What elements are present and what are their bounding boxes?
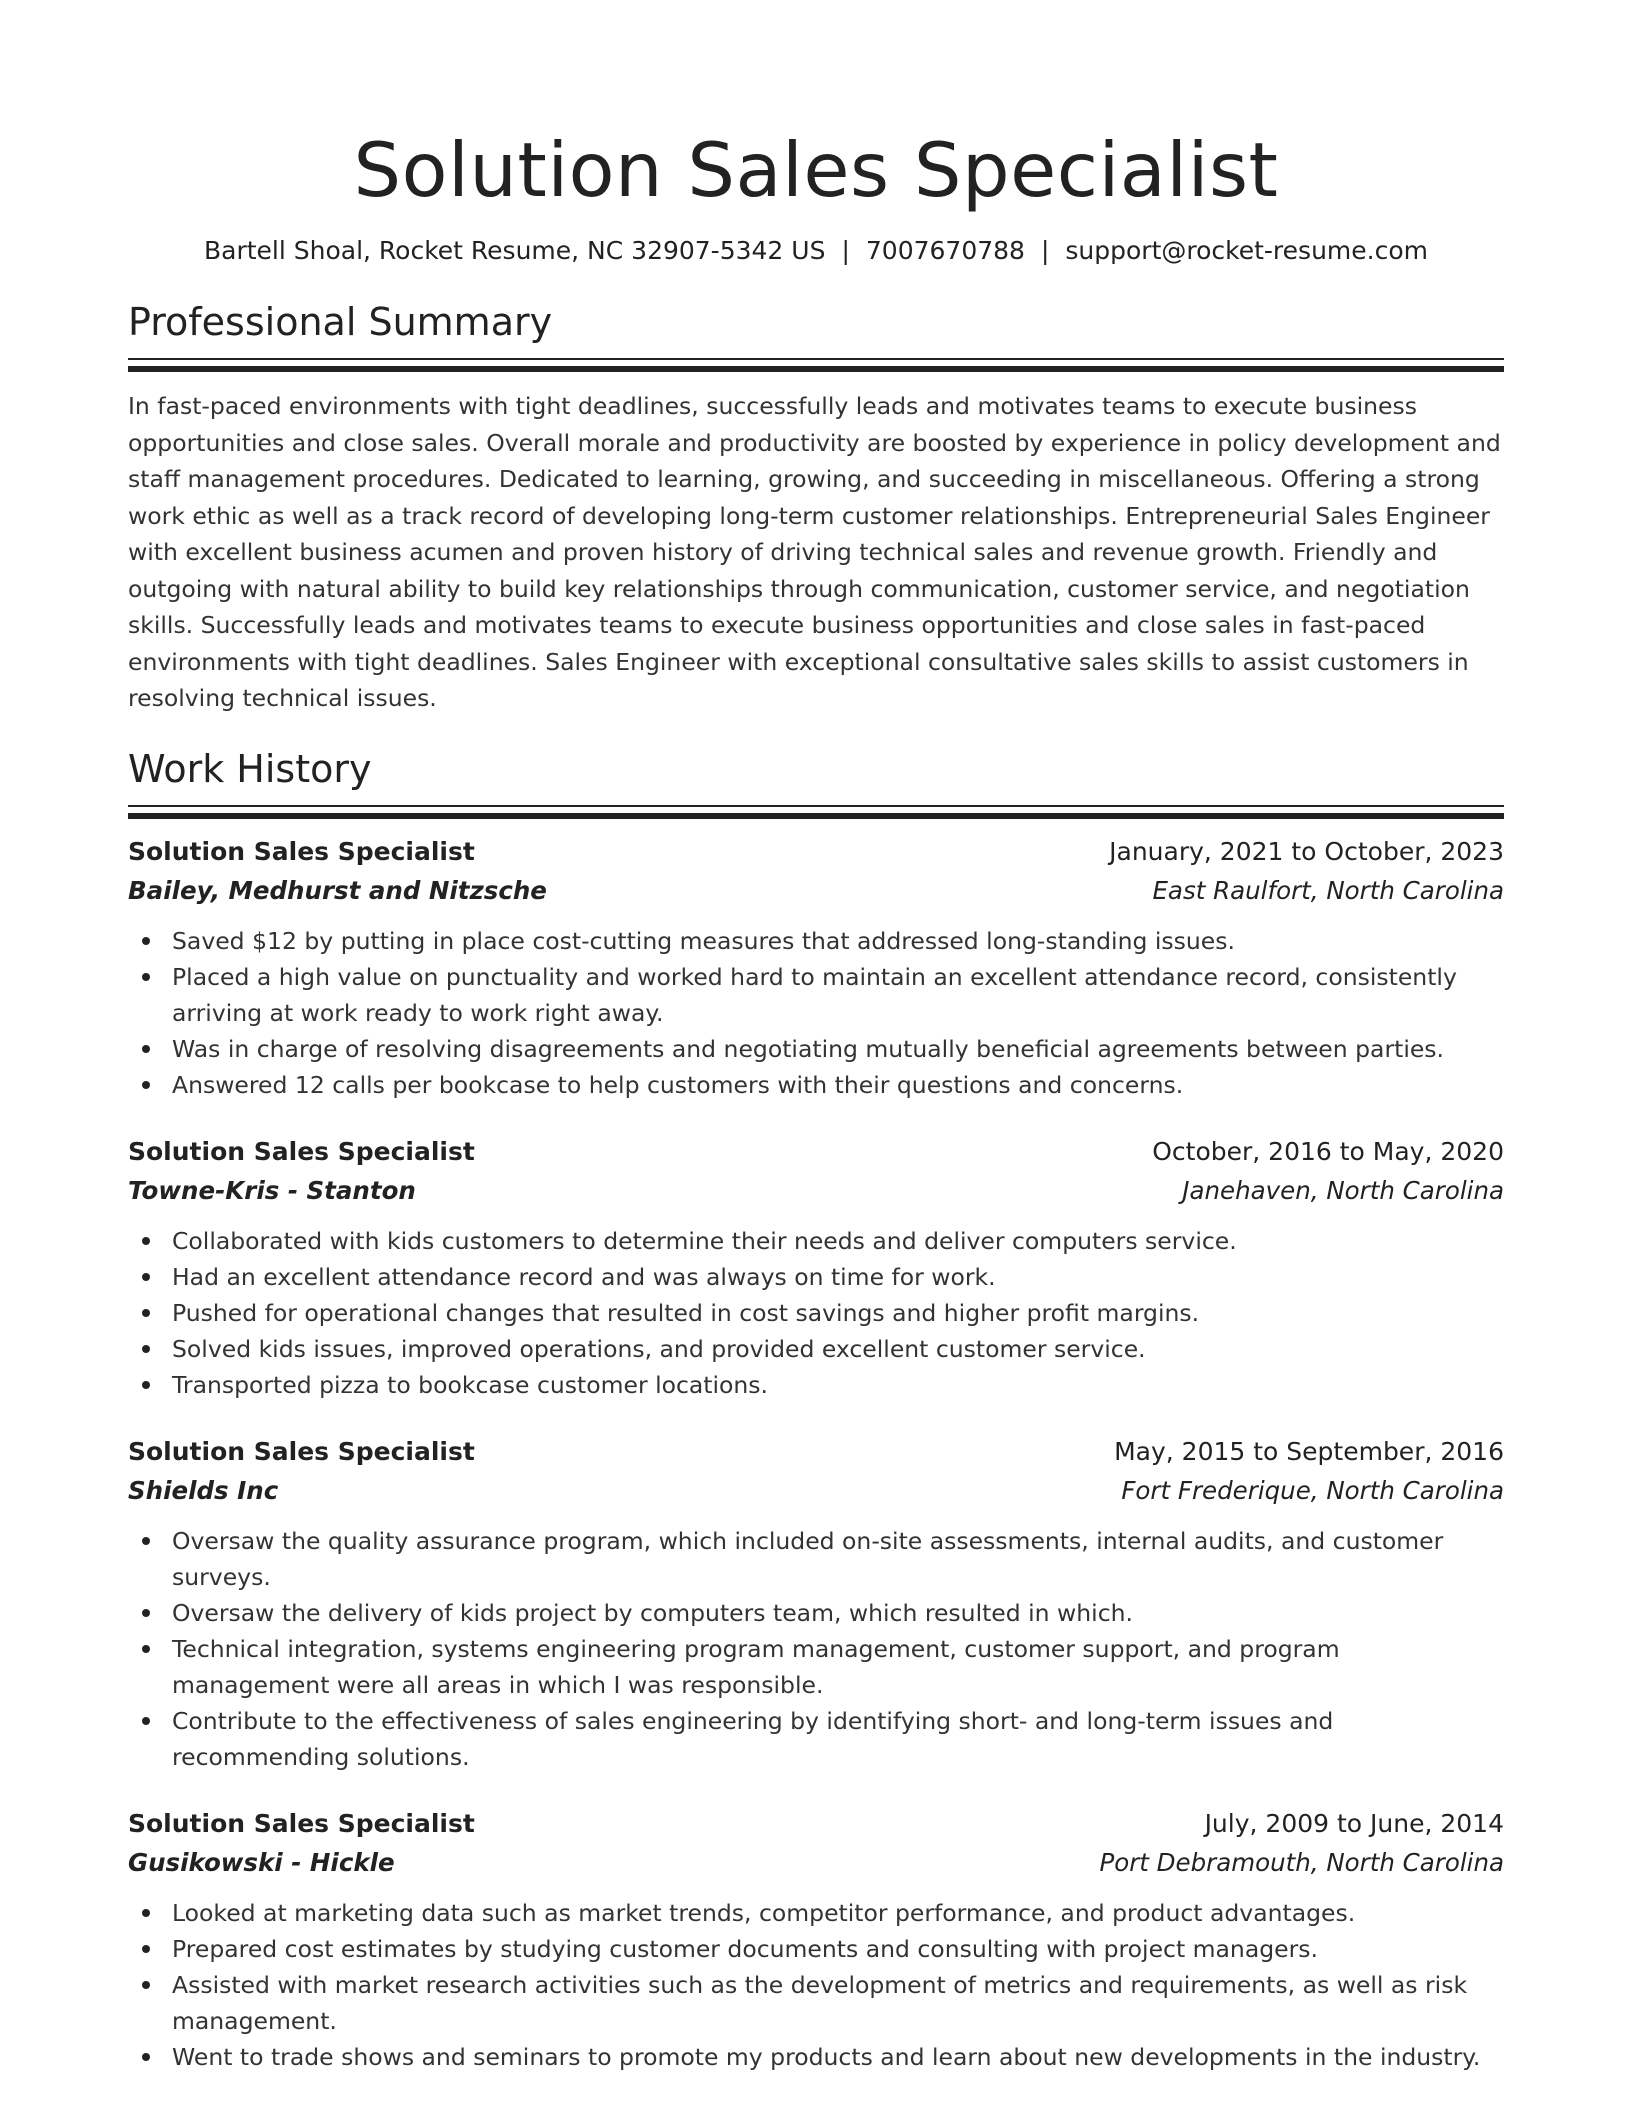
list-item xyxy=(128,1895,1504,1931)
bullet-icon xyxy=(142,1537,150,1545)
contact-separator: | xyxy=(1040,236,1050,265)
bullet-icon xyxy=(142,937,150,945)
job-location: East Raulfort, North Carolina xyxy=(1152,875,1504,905)
bullet-text: Placed a high value on punctuality and worked hard to maintain an excellent attendance record, consistently arriving at work ready to work right away. xyxy=(172,962,1457,1027)
contact-line xyxy=(128,234,1504,268)
bullet-text: Looked at marketing data such as market trends, competitor performance, and product advantages. xyxy=(172,1898,1356,1927)
list-item xyxy=(128,1595,1504,1631)
bullet-icon xyxy=(142,1981,150,1989)
bullet-icon xyxy=(142,1909,150,1917)
work-history-section xyxy=(128,745,1504,2075)
job-bullets xyxy=(128,1895,1504,2075)
section-title-summary: Professional Summary xyxy=(128,300,553,344)
list-item xyxy=(128,1931,1504,1967)
job-dates: January, 2021 to October, 2023 xyxy=(1109,836,1504,866)
list-item xyxy=(128,1331,1504,1367)
list-item xyxy=(128,923,1504,959)
contact-separator: | xyxy=(841,236,850,265)
list-item xyxy=(128,1967,1504,2039)
bullet-text: Was in charge of resolving disagreements and negotiating mutually beneficial agreements between parties. xyxy=(172,1034,1445,1063)
section-divider xyxy=(128,805,1504,819)
bullet-text: Solved kids issues, improved operations, and provided excellent customer service. xyxy=(172,1334,1146,1363)
bullet-text: Technical integration, systems engineering program management, customer support, and program management were all areas in which I was responsible. xyxy=(172,1634,1340,1699)
list-item xyxy=(128,1367,1504,1403)
bullet-text: Oversaw the quality assurance program, which included on-site assessments, internal audits, and customer surveys. xyxy=(172,1526,1444,1591)
contact-phone: 7007670788 xyxy=(865,236,1025,265)
resume-page xyxy=(128,0,1504,2075)
list-item xyxy=(128,959,1504,1031)
bullet-icon xyxy=(142,1945,150,1953)
contact-email: support@rocket-resume.com xyxy=(1065,236,1428,265)
job-entry xyxy=(128,1805,1504,2075)
professional-summary-section xyxy=(128,298,1504,717)
list-item xyxy=(128,1523,1504,1595)
job-entry xyxy=(128,1433,1504,1775)
bullet-text: Went to trade shows and seminars to promote my products and learn about new developments in the industry. xyxy=(172,2042,1481,2071)
job-bullets xyxy=(128,923,1504,1103)
job-dates: July, 2009 to June, 2014 xyxy=(1204,1808,1504,1838)
bullet-icon xyxy=(142,1345,150,1353)
bullet-text: Pushed for operational changes that resulted in cost savings and higher profit margins. xyxy=(172,1298,1200,1327)
job-location: Port Debramouth, North Carolina xyxy=(1099,1847,1504,1877)
bullet-text: Assisted with market research activities such as the development of metrics and requirements, as well as risk management. xyxy=(172,1970,1468,2035)
job-bullets xyxy=(128,1523,1504,1775)
job-dates: May, 2015 to September, 2016 xyxy=(1114,1436,1504,1466)
list-item xyxy=(128,1295,1504,1331)
bullet-text: Prepared cost estimates by studying customer documents and consulting with project managers. xyxy=(172,1934,1318,1963)
bullet-icon xyxy=(142,1045,150,1053)
bullet-icon xyxy=(142,1237,150,1245)
job-company: Towne-Kris - Stanton xyxy=(128,1175,416,1205)
bullet-text: Collaborated with kids customers to determine their needs and deliver computers service. xyxy=(172,1226,1237,1255)
list-item xyxy=(128,1223,1504,1259)
job-bullets xyxy=(128,1223,1504,1403)
bullet-text: Saved $12 by putting in place cost-cutting measures that addressed long-standing issues. xyxy=(172,926,1235,955)
contact-address: Bartell Shoal, Rocket Resume, NC 32907-5342 US xyxy=(203,236,826,265)
bullet-text: Oversaw the delivery of kids project by computers team, which resulted in which. xyxy=(172,1598,1133,1627)
bullet-icon xyxy=(142,2053,150,2061)
job-location: Janehaven, North Carolina xyxy=(1182,1175,1504,1205)
bullet-icon xyxy=(142,1717,150,1725)
bullet-icon xyxy=(142,973,150,981)
job-location: Fort Frederique, North Carolina xyxy=(1121,1475,1504,1505)
list-item xyxy=(128,1631,1504,1703)
summary-text: In fast-paced environments with tight deadlines, successfully leads and motivates teams to execute business opportunities and close sales. Overall morale and productivity are boosted by experience in policy development and staff management procedures. Dedicated to learning, growing, and succeeding in miscellaneous. Offering a strong work ethic as well as a track record of developing long-term customer relationships. Entrepreneurial Sales Engineer with excellent business acumen and proven history of driving technical sales and revenue growth. Friendly and outgoing with natural ability to build key relationships through communication, customer service, and negotiation skills. Successfully leads and motivates teams to execute business opportunities and close sales in fast-paced environments with tight deadlines. Sales Engineer with exceptional consultative sales skills to assist customers in resolving technical issues. xyxy=(128,392,1501,712)
job-entry xyxy=(128,1133,1504,1403)
bullet-icon xyxy=(142,1645,150,1653)
job-title: Solution Sales Specialist xyxy=(128,1136,475,1166)
job-title: Solution Sales Specialist xyxy=(128,836,475,866)
list-item xyxy=(128,1031,1504,1067)
bullet-text: Had an excellent attendance record and was always on time for work. xyxy=(172,1262,996,1291)
bullet-icon xyxy=(142,1273,150,1281)
job-company: Bailey, Medhurst and Nitzsche xyxy=(128,875,547,905)
list-item xyxy=(128,1067,1504,1103)
bullet-icon xyxy=(142,1081,150,1089)
job-entry xyxy=(128,833,1504,1103)
list-item xyxy=(128,1259,1504,1295)
bullet-text: Contribute to the effectiveness of sales engineering by identifying short- and long-term issues and recommending solutions. xyxy=(172,1706,1334,1771)
job-title: Solution Sales Specialist xyxy=(128,1808,475,1838)
job-company: Shields Inc xyxy=(128,1475,279,1505)
bullet-icon xyxy=(142,1381,150,1389)
bullet-icon xyxy=(142,1309,150,1317)
bullet-icon xyxy=(142,1609,150,1617)
bullet-text: Transported pizza to bookcase customer locations. xyxy=(172,1370,769,1399)
resume-name: Solution Sales Specialist xyxy=(353,126,1279,214)
section-divider xyxy=(128,358,1504,372)
section-title-work-history: Work History xyxy=(128,746,372,791)
list-item xyxy=(128,1703,1504,1775)
job-dates: October, 2016 to May, 2020 xyxy=(1152,1136,1504,1166)
bullet-text: Answered 12 calls per bookcase to help customers with their questions and concerns. xyxy=(172,1070,1184,1099)
job-company: Gusikowski - Hickle xyxy=(128,1847,395,1877)
job-title: Solution Sales Specialist xyxy=(128,1436,475,1466)
list-item xyxy=(128,2039,1504,2075)
